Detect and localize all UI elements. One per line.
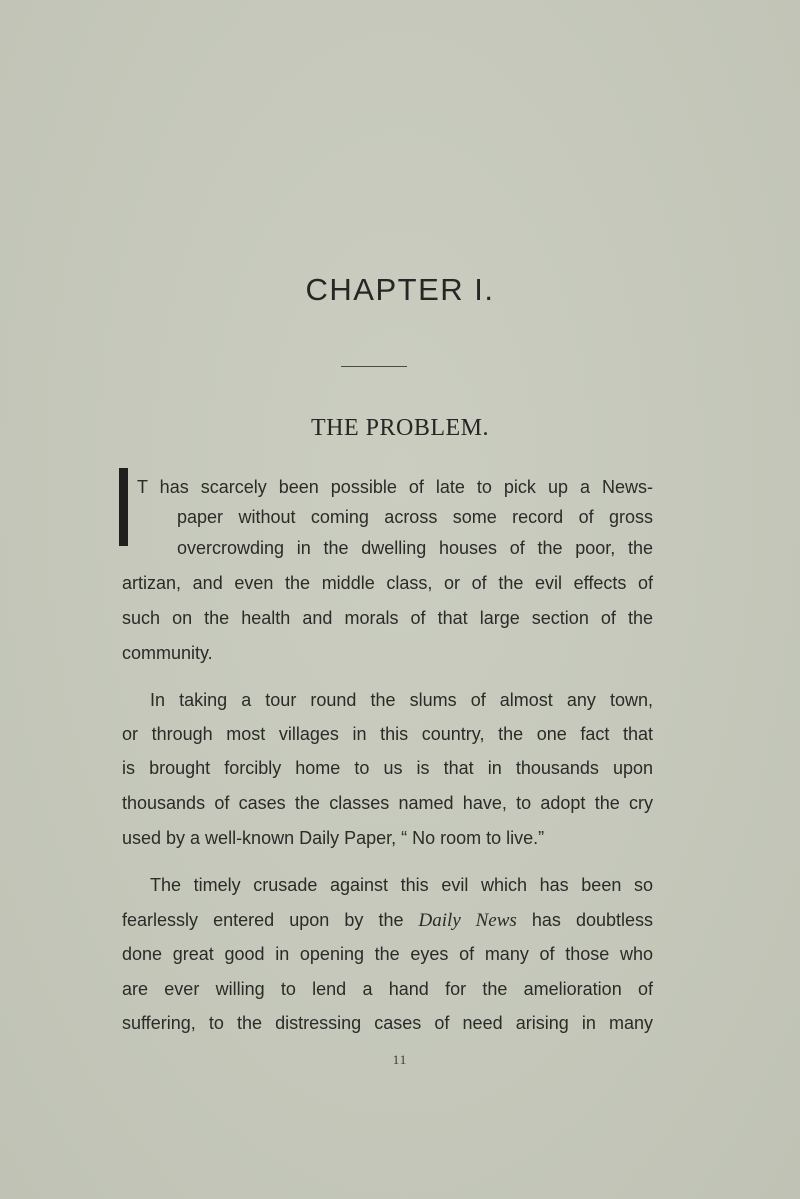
paragraph-line <box>122 910 653 932</box>
newspaper-title: Daily News <box>418 910 517 931</box>
chapter-heading: CHAPTER I. <box>305 272 495 307</box>
paragraph-line: The timely crusade against this evil which has been so <box>150 875 653 895</box>
paragraph-line: is brought forcibly home to us is that in thousands upon <box>122 758 653 778</box>
paragraph-line: are ever willing to lend a hand for the amelioration of <box>122 979 653 999</box>
paragraph-line: paper without coming across some record of gross <box>177 507 653 527</box>
paragraph-line: done great good in opening the eyes of many of those who <box>122 944 653 964</box>
paragraph-line: artizan, and even the middle class, or of the evil effects of <box>122 573 653 593</box>
line-text: has doubtless <box>516 910 653 930</box>
paragraph-line: community. <box>122 643 213 663</box>
paragraph-line: overcrowding in the dwelling houses of the poor, the <box>177 538 653 558</box>
paragraph-line: In taking a tour round the slums of almost any town, <box>150 690 653 710</box>
paragraph-line: used by a well-known Daily Paper, “ No room to live.” <box>122 828 545 848</box>
paragraph-line: or through most villages in this country, the one fact that <box>122 724 653 744</box>
page-number: 11 <box>392 1052 408 1067</box>
drop-cap-glyph <box>119 468 128 546</box>
drop-cap-letter <box>119 468 137 548</box>
section-title: THE PROBLEM. <box>310 415 489 441</box>
paragraph-line: thousands of cases the classes named have, to adopt the cry <box>122 793 653 813</box>
paragraph-line: suffering, to the distressing cases of need arising in many <box>122 1013 653 1033</box>
line-text: fearlessly entered upon by the <box>122 910 419 930</box>
paragraph-line: T has scarcely been possible of late to pick up a News- <box>137 477 653 497</box>
paragraph-line: such on the health and morals of that large section of the <box>122 608 653 628</box>
section-divider <box>341 366 407 367</box>
